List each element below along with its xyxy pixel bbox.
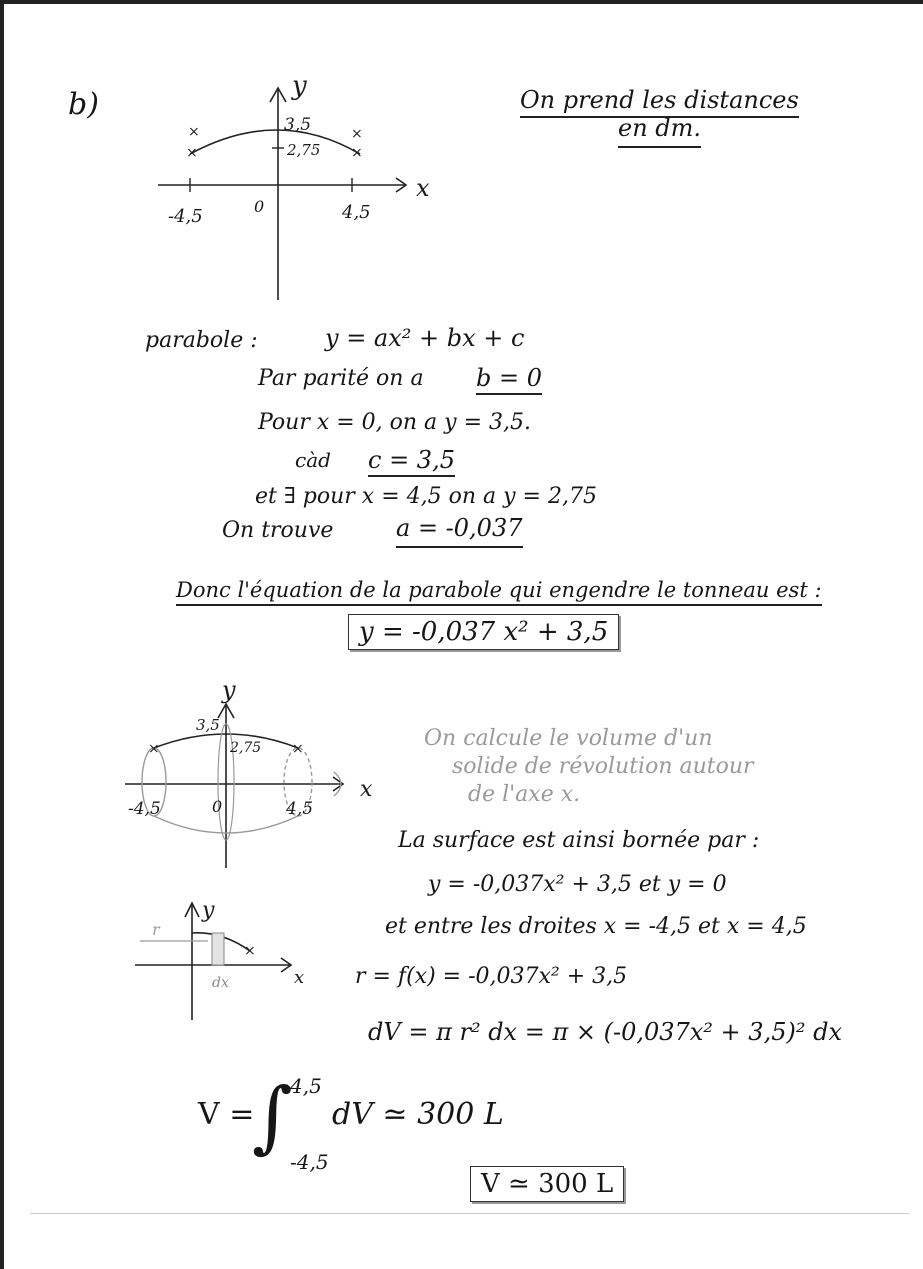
fig1-cross-2: × — [186, 145, 198, 161]
fig2-cross-right: × — [292, 741, 304, 757]
fig1-side-value: 2,75 — [287, 141, 321, 159]
fig1-left-tick: -4,5 — [168, 206, 203, 227]
integral-sign: ∫ — [252, 1072, 293, 1162]
fig2-x-label: x — [360, 777, 373, 802]
fig1-cross-3: × — [351, 126, 363, 142]
volume-note-line-2: solide de révolution autour — [452, 754, 754, 779]
parity-text: Par parité on a — [258, 366, 424, 391]
fig2-top-value: 3,5 — [196, 716, 220, 734]
figure-2-barrel-sketch — [120, 676, 400, 880]
integral-lhs: V = — [198, 1097, 255, 1132]
fig3-slice — [212, 933, 224, 965]
conclusion-sentence: Donc l'équation de la parabole qui engendre le tonneau est : — [176, 580, 822, 606]
fig2-origin: 0 — [212, 797, 223, 816]
parabola-label: parabole : — [145, 328, 258, 353]
scan-border-left — [0, 0, 4, 1269]
parabola-equation-boxed: y = -0,037 x² + 3,5 — [348, 614, 619, 650]
final-answer-boxed: V ≃ 300 L — [470, 1166, 624, 1202]
surface-intro: La surface est ainsi bornée par : — [398, 828, 760, 853]
dv-definition: dV = π r² dx = π × (-0,037x² + 3,5)² dx — [368, 1018, 842, 1046]
fig2-side-value: 2,75 — [230, 740, 262, 756]
volume-note-line-1: On calcule le volume d'un — [424, 726, 713, 751]
note-line-2: en dm. — [618, 116, 701, 148]
fig1-origin: 0 — [254, 197, 265, 216]
scan-artifact-line — [30, 1213, 910, 1214]
cad-text: càd — [295, 448, 331, 472]
fig1-cross-1: × — [188, 124, 200, 140]
surface-bounds: y = -0,037x² + 3,5 et y = 0 — [428, 872, 727, 897]
integral-lower-bound: -4,5 — [290, 1150, 329, 1174]
find-text: On trouve — [222, 518, 334, 543]
a-result: a = -0,037 — [396, 516, 523, 548]
fig2-left-tick: -4,5 — [128, 799, 161, 819]
fig1-right-tick: 4,5 — [342, 202, 371, 223]
general-equation: y = ax² + bx + c — [325, 324, 525, 352]
integral-upper-bound: 4,5 — [290, 1074, 322, 1098]
fig1-top-value: 3,5 — [284, 115, 312, 135]
fig2-cross-left: × — [148, 741, 160, 757]
scan-border-top — [0, 0, 923, 4]
fig1-x-label: x — [416, 174, 430, 202]
fig2-right-tick: 4,5 — [286, 799, 314, 819]
figure-1-parabola-sketch — [150, 60, 450, 310]
fig1-cross-4: × — [351, 145, 363, 161]
fig3-r-label: r — [152, 920, 160, 939]
fig3-y-label: y — [202, 898, 215, 923]
integrand: dV ≃ 300 L — [332, 1097, 504, 1132]
fig2-y-label: y — [222, 676, 236, 704]
part-label: b) — [68, 87, 99, 122]
r-definition: r = f(x) = -0,037x² + 3,5 — [355, 964, 628, 989]
third-condition: et ∃ pour x = 4,5 on a y = 2,75 — [255, 484, 597, 509]
fig1-parabola-curve — [190, 130, 360, 154]
volume-note-line-3: de l'axe x. — [468, 782, 581, 807]
fig3-x-label: x — [294, 967, 305, 988]
surface-lines: et entre les droites x = -4,5 et x = 4,5 — [385, 914, 807, 939]
fig1-y-label: y — [292, 71, 307, 101]
fig3-dx-label: dx — [212, 975, 229, 991]
figure-3-slice-sketch — [130, 895, 330, 1025]
parity-result: b = 0 — [476, 366, 542, 395]
c-result: c = 3,5 — [368, 448, 455, 477]
note-line-1: On prend les distances — [520, 88, 799, 118]
x0-text: Pour x = 0, on a y = 3,5. — [258, 410, 531, 435]
fig3-cross: × — [244, 943, 256, 959]
